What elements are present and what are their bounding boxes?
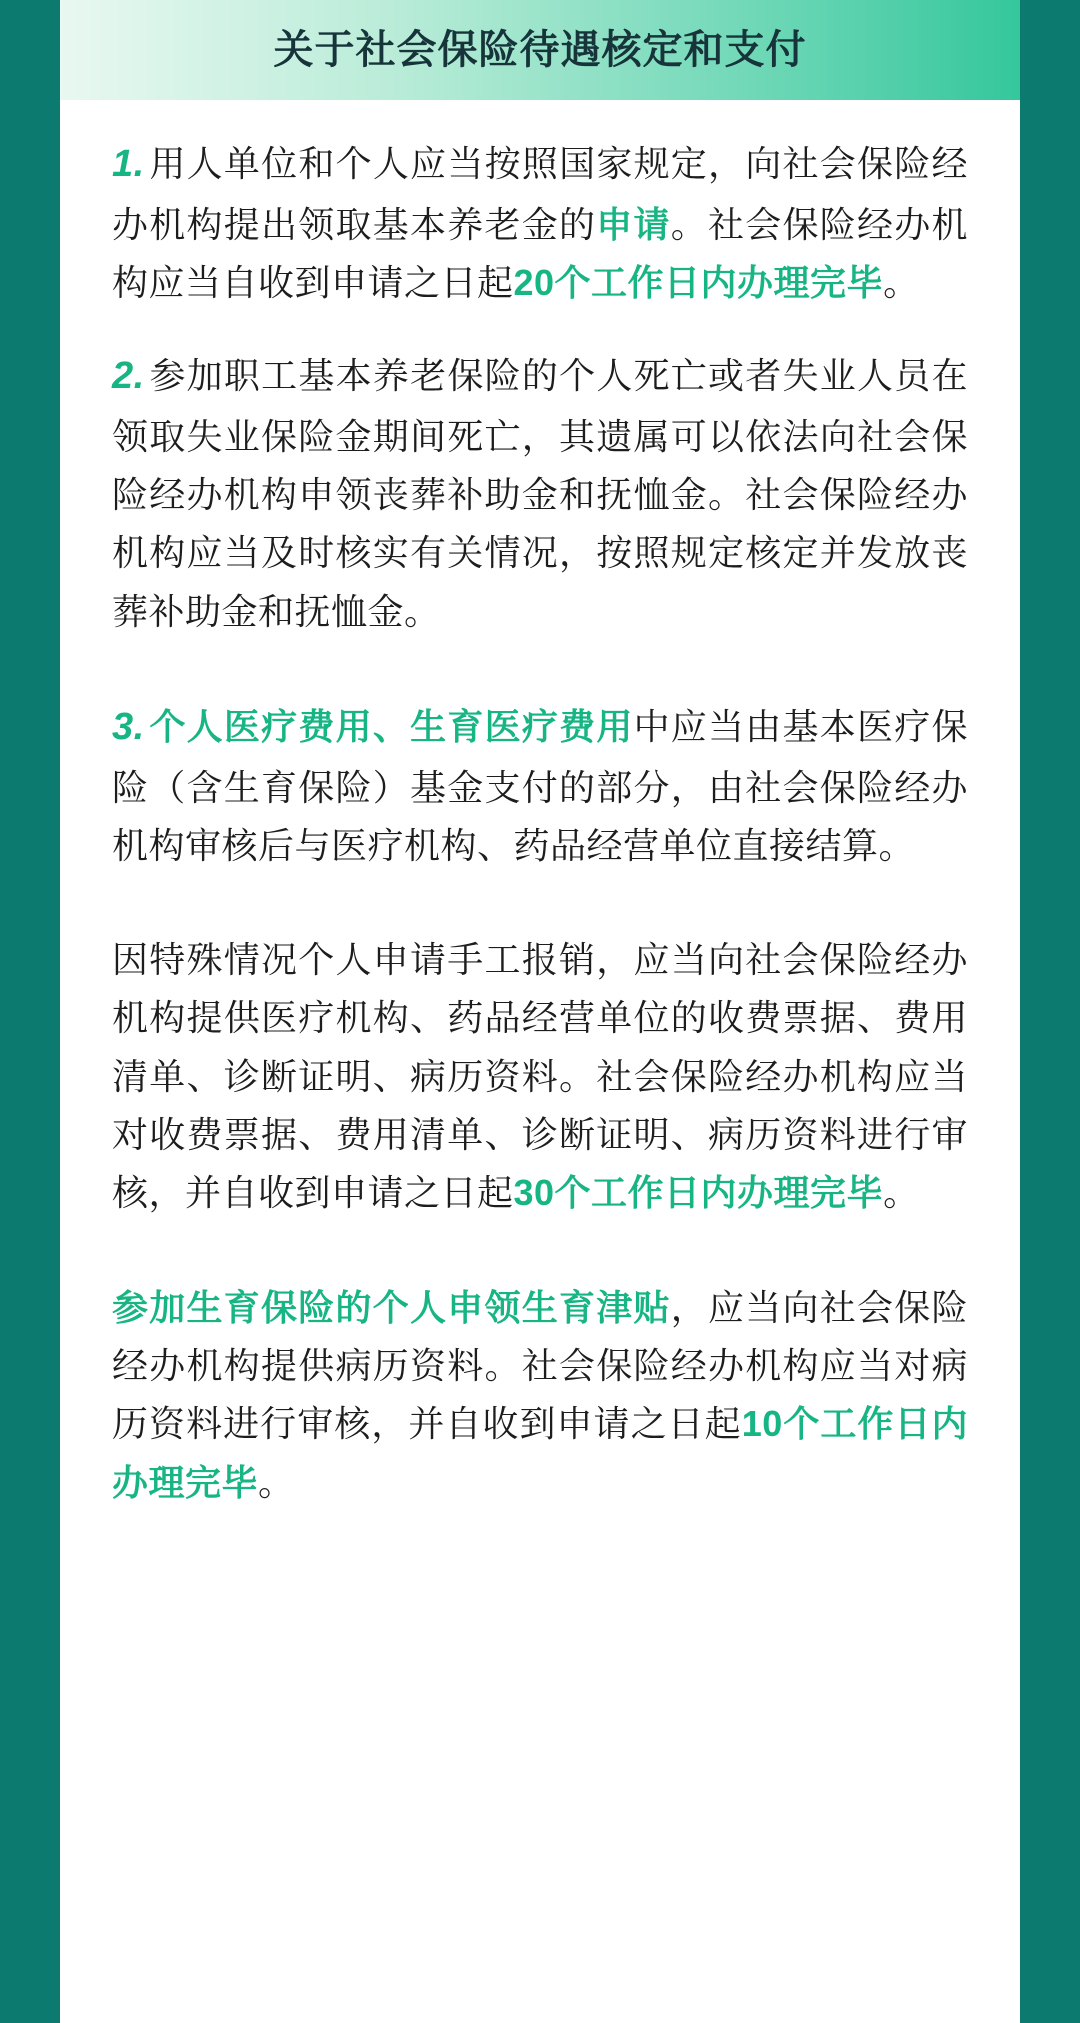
paragraph-highlight-5-2: 10个工作日内办理完毕 [112,1403,968,1503]
paragraph-highlight-5-0: 参加生育保险的个人申领生育津贴 [112,1286,671,1328]
page-title: 关于社会保险待遇核定和支付 [273,28,807,72]
paragraph-text-4-2: 。 [883,1172,920,1214]
paragraph-3 [112,697,968,875]
paragraph-text-4-0: 因特殊情况个人申请手工报销，应当向社会保险经办机构提供医疗机构、药品经营单位的收费票据、费用清单、诊断证明、病历资料。社会保险经办机构应当对收费票据、费用清单、诊断证明、病历资料进行审核，并自收到申请之日起 [112,939,968,1214]
paragraph-number-1: 1. [112,143,145,185]
paragraph-text-3-1: 中应当由基本医疗保险（含生育保险）基金支付的部分，由社会保险经办机构审核后与医疗机构、药品经营单位直接结算。 [112,705,968,866]
document-body [60,100,1020,1512]
document-card [60,0,1020,2023]
paragraph-text-1-4: 。 [883,261,920,303]
paragraph-highlight-3-0: 个人医疗费用、生育医疗费用 [148,705,634,747]
paragraph-text-2-0: 参加职工基本养老保险的个人死亡或者失业人员在领取失业保险金期间死亡，其遗属可以依法向社会保险经办机构申领丧葬补助金和抚恤金。社会保险经办机构应当及时核实有关情况，按照规定核定并发放丧葬补助金和抚恤金。 [112,355,968,632]
paragraph-highlight-1-1: 申请 [596,203,671,245]
paragraph-4 [112,931,968,1223]
paragraph-1 [112,134,968,312]
paragraph-text-1-0: 用人单位和个人应当按照国家规定，向社会保险经办机构提出领取基本养老金的 [112,143,968,245]
paragraph-highlight-4-1: 30个工作日内办理完毕 [513,1172,884,1214]
paragraph-number-2: 2. [112,355,145,398]
document-title-bar [60,0,1020,100]
paragraph-number-3: 3. [112,705,145,748]
paragraph-text-1-2: 。社会保险经办机构应当自收到申请之日起 [112,203,968,303]
paragraph-highlight-1-3: 20个工作日内办理完毕 [513,261,884,303]
paragraph-text-5-3: 。 [258,1461,295,1503]
paragraph-text-5-1: ，应当向社会保险经办机构提供病历资料。社会保险经办机构应当对病历资料进行审核，并自收到申请之日起 [112,1286,968,1445]
paragraph-2 [112,346,968,641]
paragraph-5 [112,1279,968,1512]
